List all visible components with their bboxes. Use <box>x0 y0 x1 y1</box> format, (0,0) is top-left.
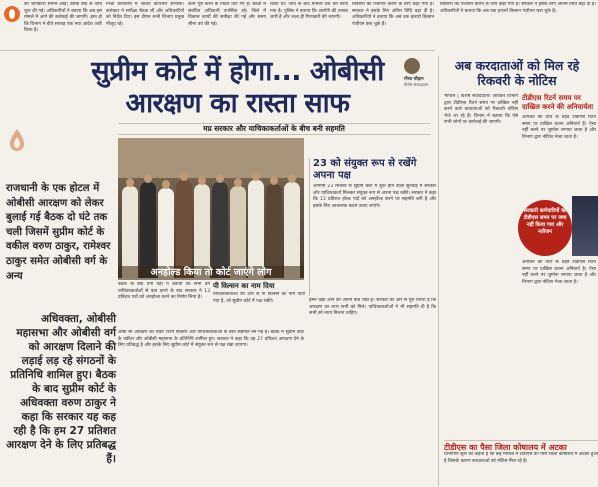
left-pullquote: राजधानी के एक होटल में ओबीसी आरक्षण को लेकर बुलाई गई बैठक दो घंटे तक चली जिसमें सुप्रीम कोर्ट के वकील वरुण ठाकुर, रामेश्वर ठाकुर समेत ओबीसी वर्ग के अन्य <box>6 183 111 282</box>
photo-wall <box>118 138 304 178</box>
center-column-2 <box>213 282 305 328</box>
center-body-text: ओबी सी आरक्षण को लेकर राज्य सरकार और याचिकाकर्ताओं के बीच सहमति बन गई है। बैठक में सुप्रीम कोर्ट के वकील और ओबीसी महासभा के प्रतिनिधि शामिल हुए। सरकार ने कहा कि वह 27 प्रतिशत आरक्षण देने के लिए प्रतिबद्ध है और इसके लिए सुप्रीम कोर्ट में संयुक्त रूप से पक्ष रखा जाएगा। <box>118 330 304 349</box>
right-column-1: भोपाल | विशेष संवाददाता। आयकर विभाग द्वारा टीडीएस रिटर्न समय पर दाखिल नहीं करने वाले करदाताओं को रिकवरी नोटिस भेजे जा रहे हैं। विभाग ने बताया कि ऐसे सभी लोगों पर कार्रवाई की जाएगी। <box>444 94 518 126</box>
photo-person-head <box>252 172 260 181</box>
right-column-2 <box>522 94 596 175</box>
center-column-2-heading: पी विल्सन का नाम दिया <box>213 282 275 290</box>
strip-column-right: किसानों को पंजीयन कराने के लिए कहा गया है। सरकार ने इसके लिए अंतिम तिथि बढ़ा दी है। अधिकारियों ने बताया कि अब तक हजारों किसान पंजीयन करा चुके हैं। <box>440 2 596 14</box>
avatar <box>404 58 420 74</box>
photo-person-head <box>180 172 188 181</box>
column-divider <box>438 56 439 486</box>
photo-person <box>194 184 210 278</box>
subheadline: मप्र सरकार और याचिकाकर्ताओं के बीच बनी सहमति <box>118 123 430 135</box>
highlight-badge: सरकारी कर्मचारियों का टीडीएस समय पर जमा नहीं किया गया और नतीजन <box>518 200 572 256</box>
strip-column-4: किया था। जांच के बाद मामला दर्ज कर लिया गया है। पुलिस ने बताया कि आरोपी की तलाश जारी है और जल्द ही गिरफ्तारी की जाएगी। <box>270 2 348 21</box>
photo-person-head <box>198 176 206 185</box>
photo-person <box>230 186 246 278</box>
byline-name: गौरव चौहान <box>404 77 424 82</box>
main-headline <box>70 56 405 120</box>
sidebar-story-23 <box>309 158 436 296</box>
headline-line-2: आरक्षण का रास्ता साफ <box>125 88 350 119</box>
photo-person <box>284 182 300 278</box>
photo-person <box>248 180 264 278</box>
sidebar-story-title: 23 को संयुक्त रूप से रखेंगे अपना पक्ष <box>313 158 417 181</box>
photo-person-head <box>234 178 242 187</box>
strip-column-1: की जानकारी सामने आई। उसके बाद से जांच शुरू की गई। अधिकारियों ने बताया कि अब इस मामले में आगे की कार्रवाई की जाएगी। ज्ञात हो कि विभाग ने बीते सप्ताह एक नया आदेश जारी किया है। <box>24 2 102 34</box>
sidebar-story-text: आगामी 23 सितंबर से सुप्रीम कोर्ट में शुरू होने वाली सुनवाई में सरकार और याचिकाकर्ता मिलकर संयुक्त रूप से अपना पक्ष रखेंगे। सरकार ने कहा कि 13 प्रतिशत होल्ड पदों को अनहोल्ड करने पर सहमति बनी है और इसके लिए आवश्यक कदम उठाए जाएंगे। <box>313 184 436 209</box>
left-pullquote-continued: अधिवक्ता, ओबीसी महासभा और ओबीसी वर्ग को आरक्षण दिलाने की लड़ाई लड़ रहे संगठनों के प्रतिनिधि शामिल हुए। बैठक के बाद सुप्रीम कोर्ट के अधिवक्ता वरुण ठाकुर ने कहा कि सरकार यह कह रही है कि हम 27 प्रतिशत आरक्षण देने के लिए प्रतिबद्ध हैं। <box>6 313 116 465</box>
headline-line-1: सुप्रीम कोर्ट में होगा... ओबीसी <box>91 56 384 87</box>
photo-person <box>158 188 174 278</box>
photo-person-head <box>288 174 296 183</box>
lower-column-text: हमने कहा आने की अपनी बात रखी है। सरकार की ओर से पूरी तैयारी है कि आरक्षण का लाभ सभी को मिले। याचिकाकर्ताओं ने भी सहमति दी है कि सभी को न्याय मिलना चाहिए। <box>309 298 436 317</box>
divider <box>0 50 435 51</box>
strip-column-5: किसानों को पंजीयन कराने के लिए कहा गया है। सरकार ने इसके लिए अंतिम तिथि बढ़ा दी है। अधिकारियों ने बताया कि अब तक हजारों किसान पंजीयन करा चुके हैं। <box>352 2 434 27</box>
photo-person-head <box>270 176 278 185</box>
byline-role: विशेष संवाददाता <box>404 82 429 87</box>
photo-caption: अनहोल्ड किया तो कोर्ट जाएंगे लोग <box>118 266 304 280</box>
photo-person-head <box>126 178 134 187</box>
flame-icon <box>8 128 26 152</box>
photo-person <box>176 180 192 278</box>
photo-person-head <box>216 174 224 183</box>
right-headline: अब करदाताओं को मिल रहे रिकवरी के नोटिस <box>454 58 580 88</box>
center-column-2-text: याचिकाकर्ताओं की ओर से पी विल्सन का नाम दिया गया है, जो सुप्रीम कोर्ट में पक्ष रखेंगे। <box>213 292 305 304</box>
top-news-strip <box>0 0 435 54</box>
photo-person-head <box>144 174 152 183</box>
photo-person-head <box>162 180 170 189</box>
strip-column-3: काम पूरा करने के निर्देश दिए गए हैं। बैठक में संबंधित अधिकारी उपस्थित रहे। जिले में विकास कार्यों की समीक्षा की गई और समय सीमा तय की गई। <box>188 2 266 27</box>
bottom-text: विभागीय सूत्रों का कहना है कि कई मामलों में टीडीएस का पैसा जिला कोषालय में अटका हुआ है जिसके कारण करदाताओं को नोटिस मिल रहे हैं। <box>444 452 598 464</box>
tds-heading: टीडीएस रिटर्न समय पर दाखिल करने की अनिवार्यता <box>522 94 594 111</box>
meeting-photo <box>118 138 304 278</box>
photo-person <box>122 186 138 278</box>
drop-logo-icon <box>4 6 20 22</box>
right-column-2-continued: आयकर की धारा के तहत टीडीएस रिटर्न समय पर दाखिल करना अनिवार्य है। ऐसा नहीं करने पर जुर्माना लगाया जाता है और विभाग द्वारा नोटिस भेजा जाता है। <box>522 260 596 285</box>
strip-column-2: निजी कार्यालय में जाकर कार्यभार संभाला। कलेक्टर ने समीक्षा बैठक ली और अधिकारियों को निर्देश दिए। इस दौरान सभी विभाग प्रमुख मौजूद रहे। <box>106 2 184 27</box>
photo-person <box>212 182 228 278</box>
photo-person <box>140 182 156 278</box>
photo-person <box>266 184 282 278</box>
center-column-1: बैठक के बाद वर्गों यहां पे बताया कि सभी वर्ग याचिकाकर्ताओं से बात करने के बाद सरकार ने 13 प्रतिशत पदों को अनहोल्ड करने का निर्णय लिया है। <box>118 282 210 301</box>
officer-photo <box>572 196 598 256</box>
bottom-headline: टीडीएस का पैसा जिला कोषालय में अटका <box>444 440 598 453</box>
byline <box>404 58 440 88</box>
tds-text: आयकर की धारा के तहत टीडीएस रिटर्न समय पर दाखिल करना अनिवार्य है। ऐसा नहीं करने पर जुर्माना लगाया जाता है और विभाग द्वारा नोटिस भेजा जाता है। <box>522 115 596 140</box>
